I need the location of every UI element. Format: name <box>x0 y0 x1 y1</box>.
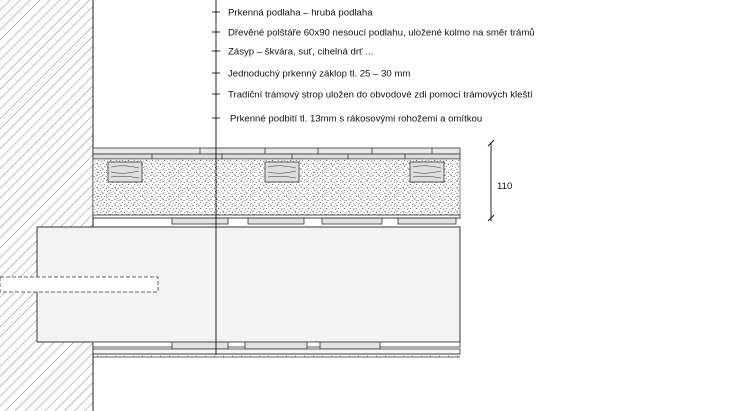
dimension-line <box>488 140 494 221</box>
sleeper <box>265 162 299 182</box>
label-fill: Zásyp – škvára, suť, cihelná drť ... <box>228 46 374 58</box>
sleeper <box>410 162 444 182</box>
dimension-value: 110 <box>497 181 513 192</box>
sheathing-boards <box>93 215 460 224</box>
top-floor-boards <box>93 148 460 159</box>
layer-labels <box>228 8 535 125</box>
label-sleepers: Dřevěné polštáře 60x90 nesoucí podlahu, uložené kolmo na směr trámů <box>228 27 535 39</box>
bottom-boarding <box>93 342 460 357</box>
label-sheathing: Jednoduchý prkenný záklop tl. 25 – 30 mm <box>228 68 411 80</box>
sleeper <box>108 162 142 182</box>
label-floor-boards: Prkenná podlaha – hrubá podlaha <box>228 7 373 19</box>
beam-clamp <box>0 277 158 292</box>
label-beam-ceiling: Tradiční trámový strop uložen do obvodové zdi pomocí trámových kleští <box>228 89 533 101</box>
label-bottom-boarding: Prkenné podbití tl. 13mm s rákosovými rohožemi a omítkou <box>230 113 483 125</box>
perimeter-wall <box>0 0 93 411</box>
